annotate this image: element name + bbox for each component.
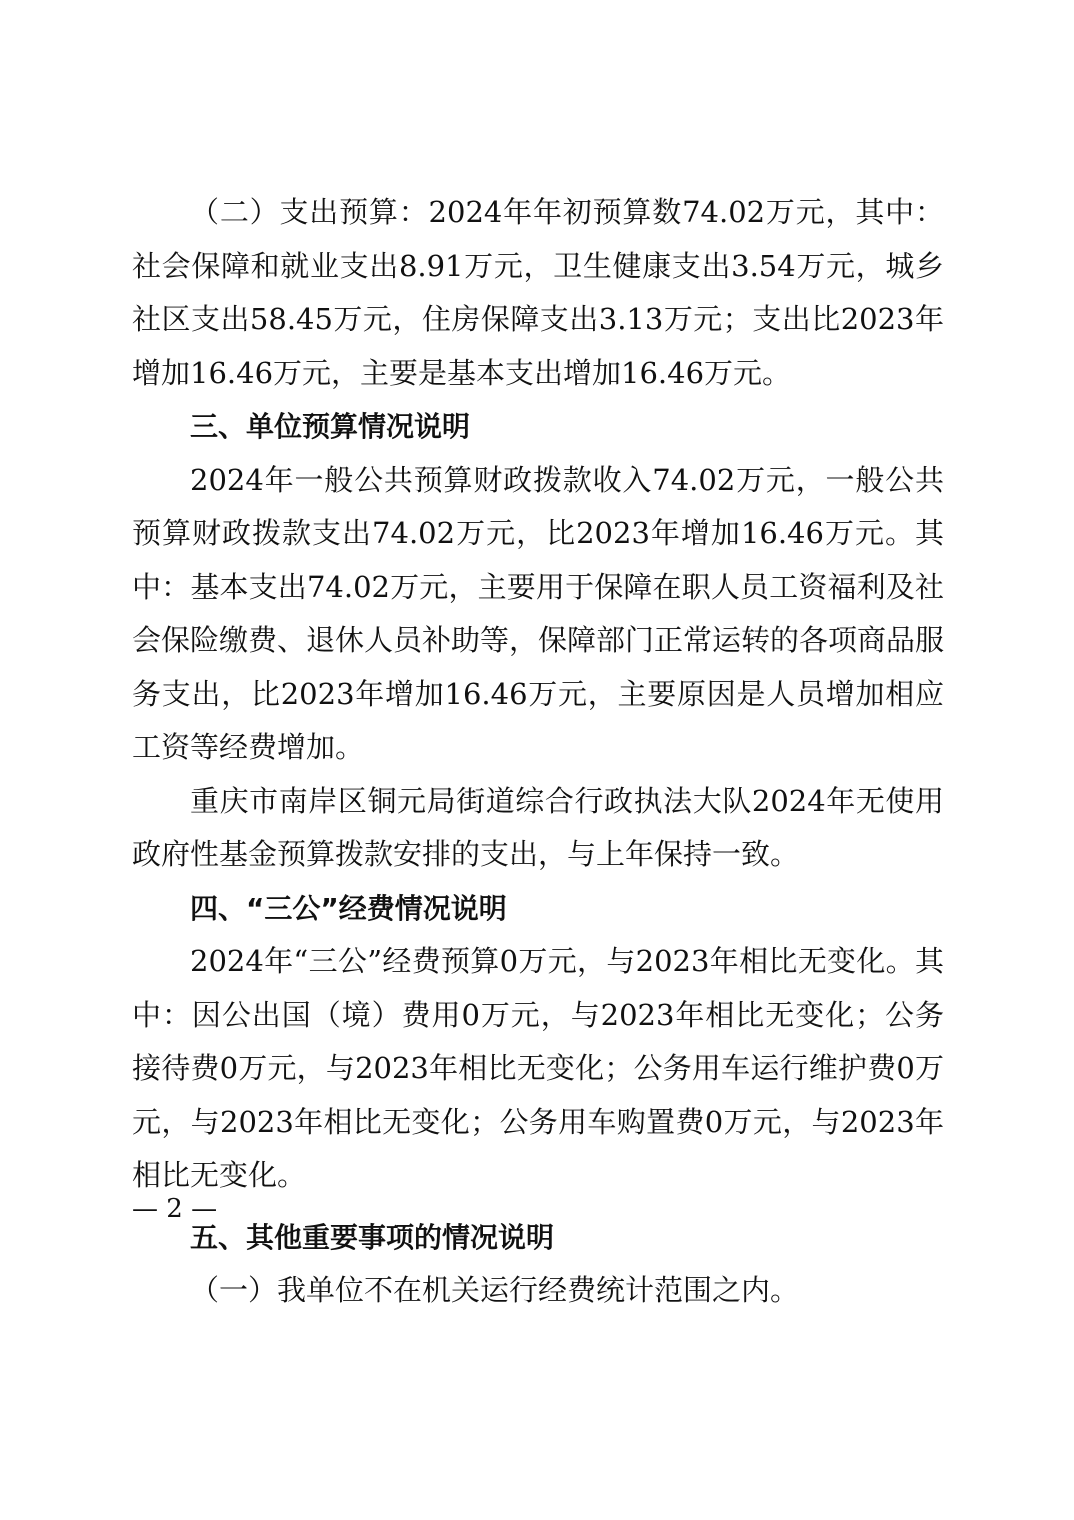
- section-heading-three-public: 四、“三公”经费情况说明: [190, 891, 507, 925]
- paragraph-expenditure-budget: （二）支出预算：2024年年初预算数74.02万元，其中：社会保障和就业支出8.91万元，卫生健康支出3.54万元，城乡社区支出58.45万元，住房保障支出3.13万元；支出比2023年增加16.46万元，主要是基本支出增加16.46万元。: [132, 195, 944, 390]
- section-heading-other-matters: 五、其他重要事项的情况说明: [190, 1220, 555, 1254]
- paragraph-general-public-budget: 2024年一般公共预算财政拨款收入74.02万元，一般公共预算财政拨款支出74.02万元，比2023年增加16.46万元。其中：基本支出74.02万元，主要用于保障在职人员工资福利及社会保险缴费、退休人员补助等，保障部门正常运转的各项商品服务支出，比2023年增加16.46万元，主要原因是人员增加相应工资等经费增加。: [132, 462, 945, 764]
- document-body: [132, 186, 944, 1318]
- section-heading-unit-budget: 三、单位预算情况说明: [190, 410, 471, 443]
- paragraph-operating-expenses: （一）我单位不在机关运行经费统计范围之内。: [190, 1273, 800, 1307]
- paragraph-three-public-expenses: 2024年“三公”经费预算0万元，与2023年相比无变化。其中：因公出国（境）费用0万元，与2023年相比无变化；公务接待费0万元，与2023年相比无变化；公务用车运行维护费0万元，与2023年相比无变化；公务用车购置费0万元，与2023年相比无变化。: [132, 944, 944, 1192]
- page-number: — 2 —: [132, 1194, 218, 1224]
- paragraph-government-fund: 重庆市南岸区铜元局街道综合行政执法大队2024年无使用政府性基金预算拨款安排的支出，与上年保持一致。: [132, 783, 944, 871]
